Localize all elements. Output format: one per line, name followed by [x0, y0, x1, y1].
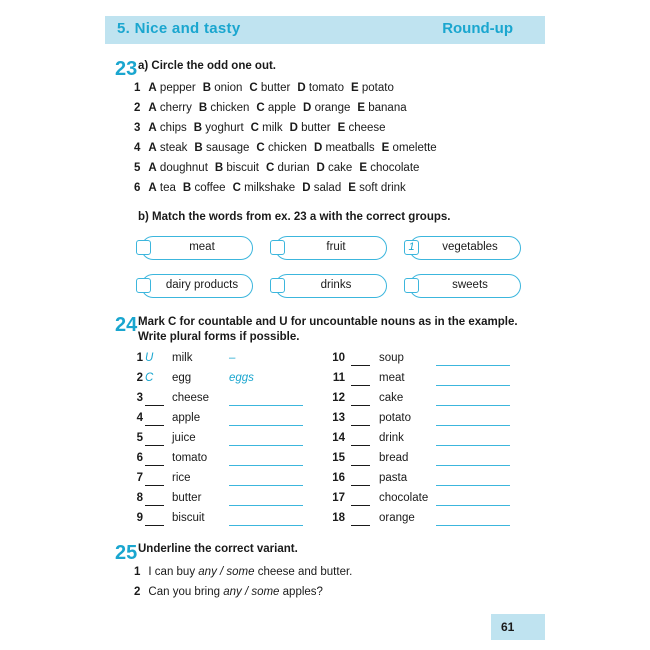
- option-letter: D: [289, 122, 298, 134]
- option-letter: D: [303, 102, 312, 114]
- option-item[interactable]: [233, 182, 296, 194]
- noun-row: [331, 512, 531, 528]
- noun-number: 18: [332, 512, 345, 524]
- option-item[interactable]: [351, 82, 394, 94]
- plural-form-field[interactable]: eggs: [229, 372, 254, 384]
- noun-word: tomato: [172, 452, 208, 464]
- noun-row: [331, 412, 531, 428]
- option-word: cheese: [348, 122, 386, 134]
- noun-row: [331, 492, 531, 508]
- option-item[interactable]: [256, 102, 296, 114]
- noun-word: cheese: [172, 392, 210, 404]
- noun-row: [133, 372, 333, 388]
- option-word: chocolate: [370, 162, 420, 174]
- option-word: cake: [328, 162, 353, 174]
- countability-blank[interactable]: [351, 392, 370, 406]
- plural-form-field[interactable]: [436, 512, 510, 526]
- option-word: apple: [267, 102, 297, 114]
- group-label: sweets: [452, 279, 488, 291]
- noun-number: 17: [332, 492, 345, 504]
- noun-number: 7: [136, 472, 143, 484]
- group-answer-box[interactable]: [404, 278, 419, 293]
- exercise-23-number: 23: [115, 58, 138, 80]
- noun-row: [331, 372, 531, 388]
- option-item[interactable]: [314, 142, 375, 154]
- chapter-title: 5. Nice and tasty: [117, 20, 241, 37]
- noun-number: 13: [332, 412, 345, 424]
- noun-row: [133, 432, 333, 448]
- group-pill: [409, 274, 521, 298]
- page-number-badge: [491, 614, 545, 640]
- plural-form-field[interactable]: [436, 492, 510, 506]
- option-item[interactable]: [290, 122, 331, 134]
- group-answer-box[interactable]: [270, 240, 285, 255]
- option-letter: E: [359, 162, 367, 174]
- option-item[interactable]: [297, 82, 344, 94]
- noun-number: 5: [136, 432, 143, 444]
- noun-number: 1: [136, 352, 143, 364]
- noun-number: 16: [332, 472, 345, 484]
- option-letter: C: [232, 182, 241, 194]
- exercise-24-number: 24: [115, 314, 138, 336]
- noun-word: chocolate: [379, 492, 429, 504]
- noun-row: [331, 452, 531, 468]
- noun-row: [133, 352, 333, 368]
- option-item[interactable]: [148, 162, 207, 174]
- option-item[interactable]: [359, 162, 419, 174]
- countability-blank[interactable]: [145, 412, 164, 426]
- option-word: coffee: [194, 182, 226, 194]
- noun-word: drink: [379, 432, 404, 444]
- odd-one-out-row: [134, 102, 414, 114]
- noun-word: rice: [172, 472, 191, 484]
- noun-row: [331, 472, 531, 488]
- option-item[interactable]: [303, 102, 350, 114]
- countability-blank[interactable]: C: [145, 372, 154, 384]
- exercise-25-instruction: Underline the correct variant.: [138, 543, 298, 555]
- countability-blank[interactable]: [351, 372, 370, 386]
- noun-number: 8: [136, 492, 143, 504]
- group-label: drinks: [320, 279, 352, 291]
- option-letter: D: [313, 142, 323, 154]
- group-label: meat: [189, 241, 215, 253]
- plural-form-field[interactable]: [229, 512, 303, 526]
- noun-row: [331, 432, 531, 448]
- option-item[interactable]: [215, 162, 259, 174]
- countability-blank[interactable]: [351, 352, 370, 366]
- option-letter: E: [351, 82, 359, 94]
- countability-blank[interactable]: [145, 452, 164, 466]
- odd-one-out-row: [134, 142, 444, 154]
- group-pill: [275, 236, 387, 260]
- noun-word: biscuit: [172, 512, 205, 524]
- group-label: fruit: [326, 241, 346, 253]
- noun-number: 9: [136, 512, 143, 524]
- group-answer-box[interactable]: [136, 240, 151, 255]
- option-item[interactable]: [256, 142, 307, 154]
- option-letter: D: [302, 182, 311, 194]
- countability-blank[interactable]: [351, 432, 370, 446]
- noun-row: [331, 352, 531, 368]
- workbook-page: [105, 0, 545, 650]
- option-item[interactable]: [338, 122, 386, 134]
- option-item[interactable]: [148, 82, 195, 94]
- option-item[interactable]: [251, 122, 283, 134]
- section-title: Round-up: [442, 20, 513, 37]
- odd-one-out-row: [134, 162, 426, 174]
- option-letter: E: [348, 182, 356, 194]
- option-word: milkshake: [244, 182, 296, 194]
- option-item[interactable]: [249, 82, 290, 94]
- noun-word: butter: [172, 492, 202, 504]
- noun-row: [133, 412, 333, 428]
- option-letter: B: [182, 182, 192, 194]
- option-letter: A: [148, 102, 157, 114]
- sentence-after: cheese and butter.: [254, 566, 353, 578]
- odd-one-out-row: [134, 122, 393, 134]
- option-word: chicken: [210, 102, 250, 114]
- option-word: steak: [159, 142, 188, 154]
- noun-word: bread: [379, 452, 409, 464]
- sentence-number: 1: [134, 566, 141, 578]
- plural-form-field[interactable]: [436, 352, 510, 366]
- plural-form-field[interactable]: [436, 412, 510, 426]
- exercise-24-instruction-2: Write plural forms if possible.: [138, 331, 300, 343]
- sentence-after: apples?: [279, 586, 323, 598]
- noun-word: pasta: [379, 472, 408, 484]
- countability-blank[interactable]: [145, 392, 164, 406]
- option-letter: A: [148, 162, 157, 174]
- option-letter: D: [316, 162, 325, 174]
- option-item[interactable]: [266, 162, 309, 174]
- countability-blank[interactable]: [351, 512, 370, 526]
- option-letter: D: [297, 82, 306, 94]
- option-word: potato: [361, 82, 394, 94]
- option-letter: C: [266, 162, 275, 174]
- odd-one-out-row: [134, 182, 413, 194]
- plural-form-field[interactable]: [229, 452, 303, 466]
- plural-form-field[interactable]: [436, 372, 510, 386]
- option-item[interactable]: [199, 102, 250, 114]
- variant-choice[interactable]: any / some: [198, 566, 255, 578]
- option-item[interactable]: [194, 122, 244, 134]
- option-word: sausage: [205, 142, 250, 154]
- noun-number: 11: [332, 372, 345, 384]
- noun-number: 2: [136, 372, 143, 384]
- sentence-row: [134, 586, 323, 598]
- option-word: onion: [214, 82, 243, 94]
- option-item[interactable]: [203, 82, 243, 94]
- option-word: banana: [368, 102, 407, 114]
- plural-form-field[interactable]: [436, 452, 510, 466]
- noun-number: 12: [332, 392, 345, 404]
- plural-form-field[interactable]: [436, 472, 510, 486]
- row-number: 5: [134, 162, 141, 174]
- option-letter: A: [148, 122, 157, 134]
- option-letter: E: [337, 122, 346, 134]
- group-answer-box[interactable]: [270, 278, 285, 293]
- sentence-before: I can buy: [148, 566, 199, 578]
- countability-blank[interactable]: [145, 432, 164, 446]
- option-word: omelette: [392, 142, 437, 154]
- noun-word: meat: [379, 372, 405, 384]
- option-word: tea: [159, 182, 176, 194]
- option-item[interactable]: [148, 182, 176, 194]
- exercise-25-number: 25: [115, 542, 138, 564]
- noun-row: [133, 512, 333, 528]
- option-item[interactable]: [317, 162, 353, 174]
- group-pill: [275, 274, 387, 298]
- noun-row: [133, 472, 333, 488]
- odd-one-out-row: [134, 82, 401, 94]
- sentence-number: 2: [134, 586, 141, 598]
- page-number: 61: [501, 620, 515, 634]
- noun-row: [133, 392, 333, 408]
- option-letter: B: [194, 142, 203, 154]
- row-number: 3: [134, 122, 141, 134]
- countability-blank[interactable]: [351, 492, 370, 506]
- noun-word: juice: [172, 432, 196, 444]
- plural-form-field[interactable]: [229, 472, 303, 486]
- option-word: tomato: [308, 82, 345, 94]
- option-letter: A: [148, 82, 157, 94]
- noun-word: egg: [172, 372, 192, 384]
- noun-number: 4: [136, 412, 143, 424]
- plural-form-field[interactable]: [229, 392, 303, 406]
- option-word: milk: [262, 122, 283, 134]
- noun-number: 10: [332, 352, 345, 364]
- countability-blank[interactable]: U: [145, 352, 154, 364]
- noun-word: soup: [379, 352, 404, 364]
- noun-number: 15: [332, 452, 345, 464]
- option-letter: B: [202, 82, 212, 94]
- group-pill: [141, 236, 253, 260]
- noun-word: apple: [172, 412, 201, 424]
- countability-blank[interactable]: [351, 452, 370, 466]
- noun-number: 3: [136, 392, 143, 404]
- noun-row: [331, 392, 531, 408]
- countability-blank[interactable]: [351, 412, 370, 426]
- group-answer-box[interactable]: 1: [404, 240, 419, 255]
- option-item[interactable]: [302, 182, 341, 194]
- group-label: vegetables: [442, 241, 498, 253]
- group-label: dairy products: [165, 279, 239, 291]
- plural-form-field[interactable]: [436, 432, 510, 446]
- option-word: butter: [260, 82, 291, 94]
- option-word: chicken: [267, 142, 307, 154]
- option-item[interactable]: [148, 102, 191, 114]
- option-item[interactable]: [183, 182, 226, 194]
- row-number: 2: [134, 102, 141, 114]
- plural-form-field[interactable]: [229, 412, 303, 426]
- row-number: 1: [134, 82, 141, 94]
- plural-form-field[interactable]: [436, 392, 510, 406]
- option-word: meatballs: [325, 142, 375, 154]
- option-word: salad: [313, 182, 342, 194]
- option-letter: B: [193, 122, 203, 134]
- option-letter: C: [249, 82, 258, 94]
- noun-number: 14: [332, 432, 345, 444]
- plural-form-field[interactable]: [229, 492, 303, 506]
- countability-blank[interactable]: [145, 492, 164, 506]
- plural-form-field[interactable]: –: [229, 352, 236, 364]
- option-word: biscuit: [226, 162, 260, 174]
- group-pill: [409, 236, 521, 260]
- option-item[interactable]: [194, 142, 249, 154]
- noun-word: milk: [172, 352, 193, 364]
- noun-row: [133, 492, 333, 508]
- exercise-24-instruction-1: Mark C for countable and U for uncountable nouns as in the example.: [138, 316, 518, 328]
- exercise-23a-instruction: a) Circle the odd one out.: [138, 60, 277, 72]
- exercise-23b-instruction: b) Match the words from ex. 23 a with the correct groups.: [138, 211, 451, 223]
- option-letter: B: [198, 102, 208, 114]
- countability-blank[interactable]: [145, 472, 164, 486]
- option-letter: B: [214, 162, 224, 174]
- option-item[interactable]: [382, 142, 437, 154]
- countability-blank[interactable]: [351, 472, 370, 486]
- option-word: pepper: [159, 82, 196, 94]
- noun-number: 6: [136, 452, 143, 464]
- noun-word: cake: [379, 392, 404, 404]
- option-letter: C: [256, 142, 265, 154]
- noun-word: orange: [379, 512, 415, 524]
- sentence-row: [134, 566, 352, 578]
- option-item[interactable]: [148, 142, 187, 154]
- option-letter: E: [357, 102, 366, 114]
- option-letter: A: [148, 182, 157, 194]
- noun-row: [133, 452, 333, 468]
- option-letter: E: [381, 142, 390, 154]
- option-letter: A: [148, 142, 157, 154]
- option-letter: C: [256, 102, 265, 114]
- option-letter: C: [250, 122, 259, 134]
- option-word: yoghurt: [205, 122, 244, 134]
- row-number: 4: [134, 142, 141, 154]
- page-header: [105, 16, 545, 44]
- option-item[interactable]: [357, 102, 406, 114]
- countability-blank[interactable]: [145, 512, 164, 526]
- option-word: orange: [314, 102, 351, 114]
- sentence-before: Can you bring: [148, 586, 224, 598]
- plural-form-field[interactable]: [229, 432, 303, 446]
- variant-choice[interactable]: any / some: [223, 586, 280, 598]
- option-word: cherry: [159, 102, 192, 114]
- option-word: soft drink: [359, 182, 406, 194]
- noun-word: potato: [379, 412, 411, 424]
- option-item[interactable]: [348, 182, 406, 194]
- option-word: chips: [159, 122, 187, 134]
- group-pill: [141, 274, 253, 298]
- option-word: durian: [277, 162, 310, 174]
- group-answer-box[interactable]: [136, 278, 151, 293]
- option-item[interactable]: [148, 122, 186, 134]
- option-word: butter: [301, 122, 331, 134]
- option-word: doughnut: [159, 162, 208, 174]
- row-number: 6: [134, 182, 141, 194]
